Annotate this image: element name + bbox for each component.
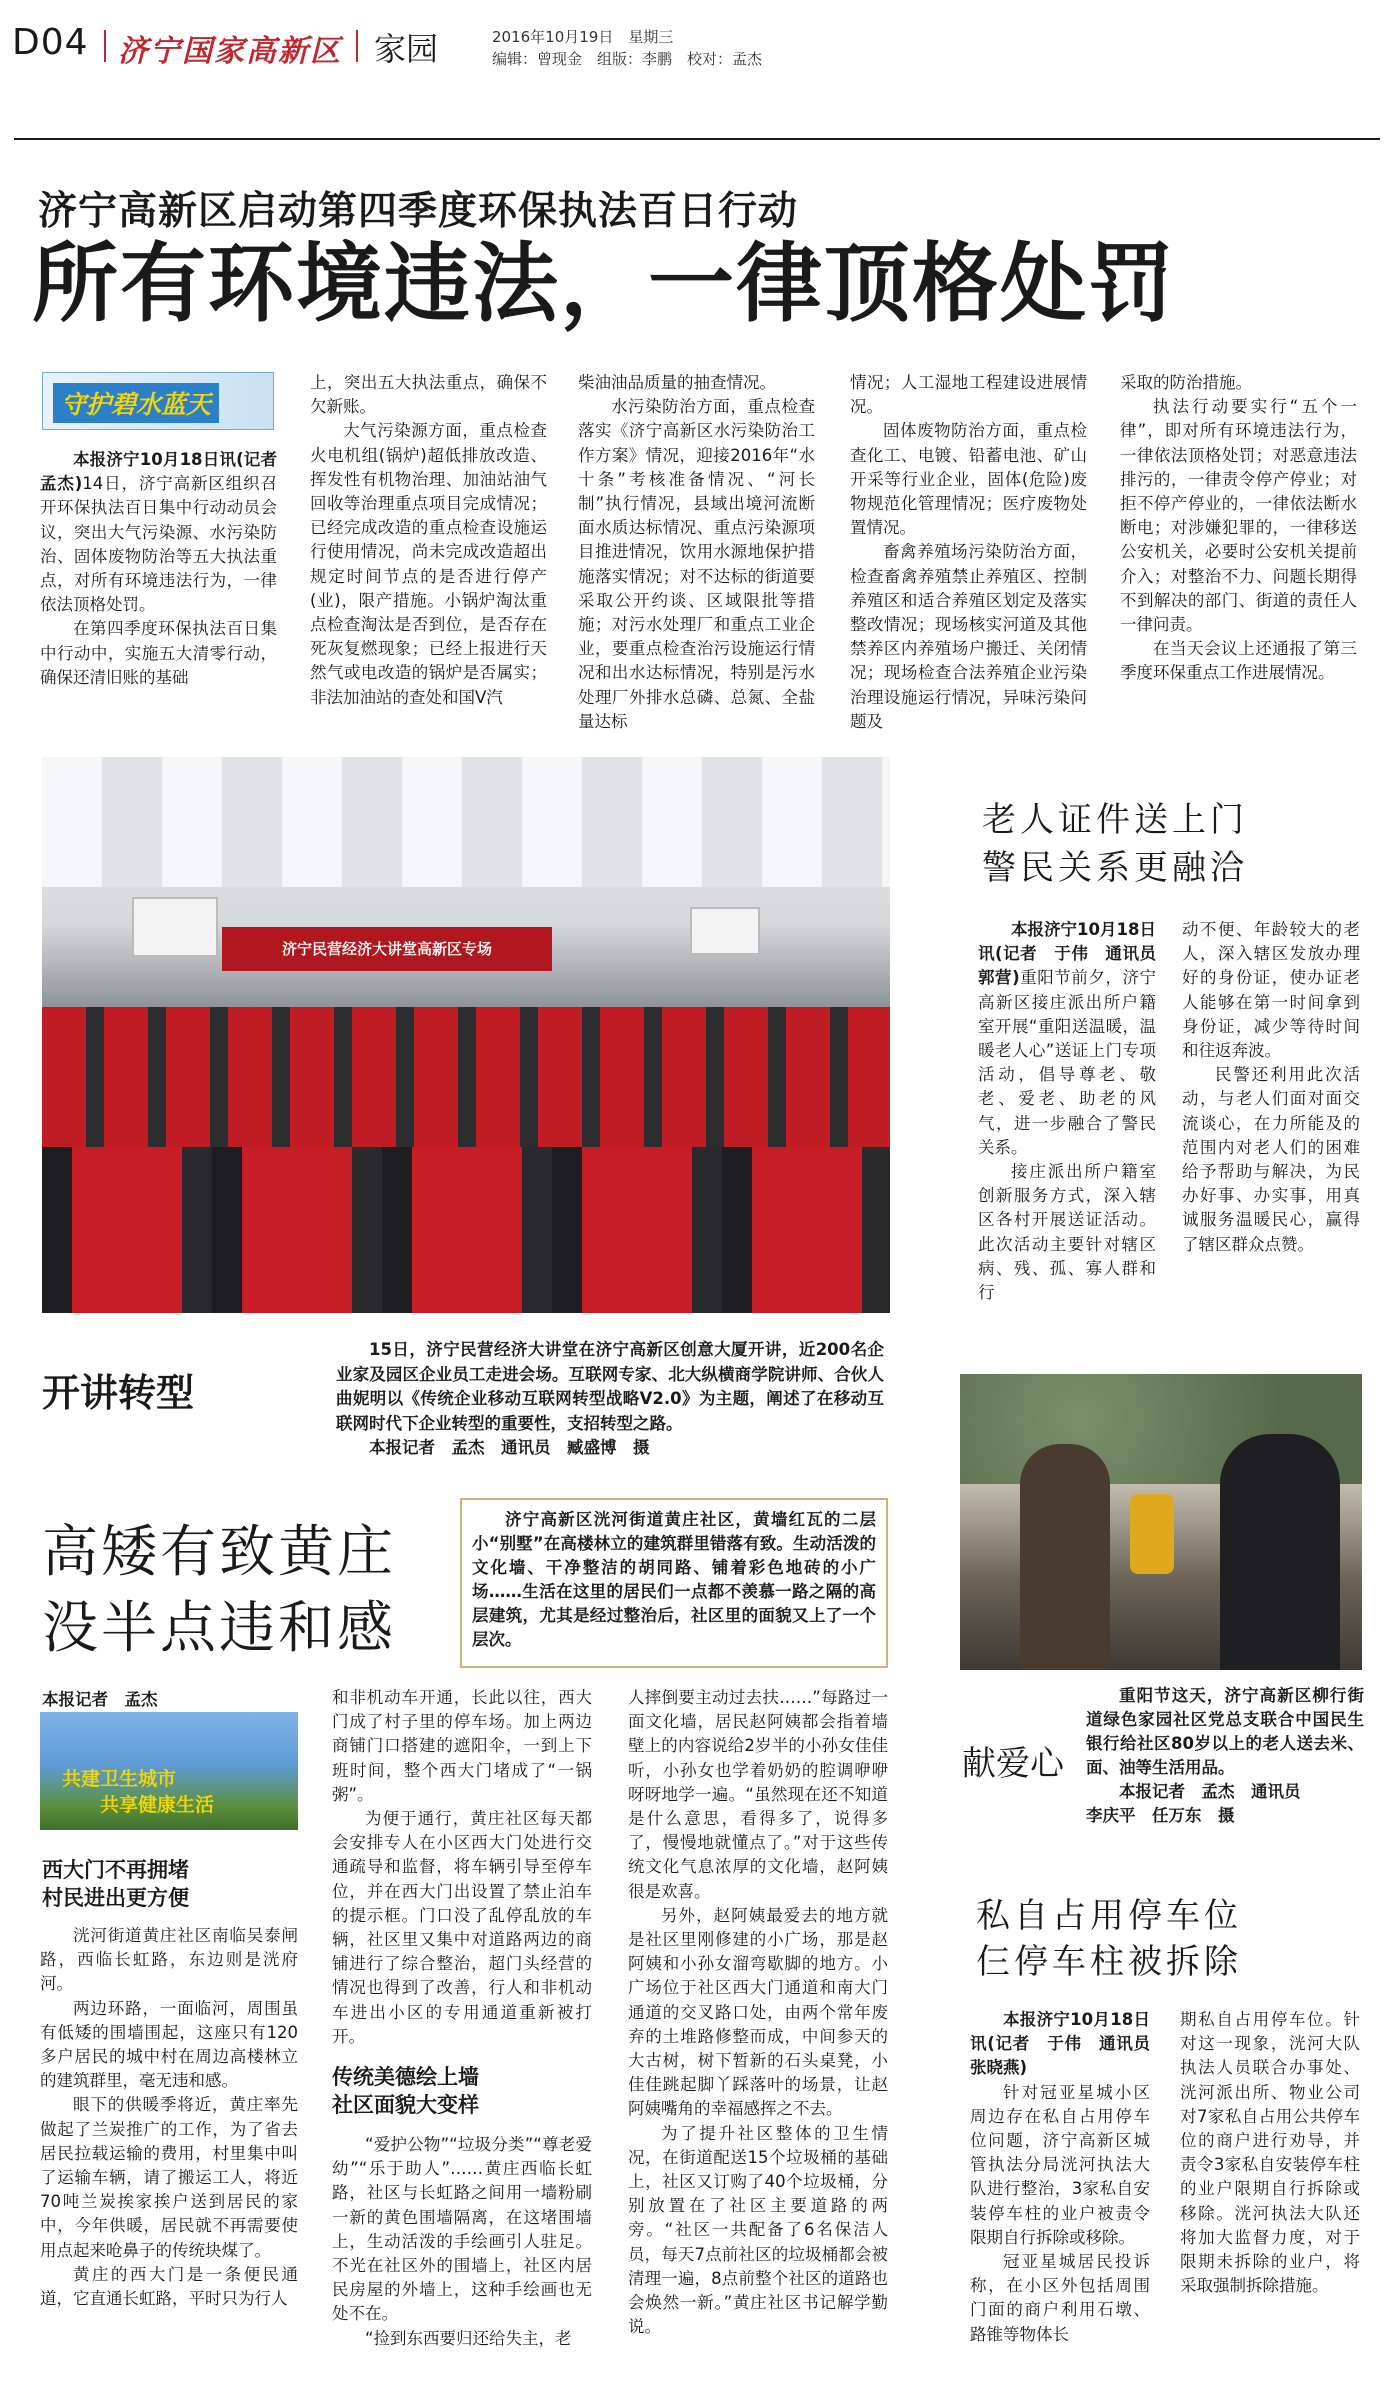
masthead-divider [356,30,358,62]
village-col3-p2: 另外，赵阿姨最爱去的地方就是社区里刚修建的小广场，那是赵阿姨和小孙女溜弯歇脚的地方。小广场位于社区西大门通道和南大门通道的交叉路口处，由两个常年废弃的土堆路修整而成，中间参天的大古树，树下暂新的石头桌凳，小佳佳跳起脚丫踩落叶的场景，让赵阿姨嘴角的幸福感挥之不去。 [628,1905,888,2119]
village-intro: 济宁高新区洸河街道黄庄社区，黄墙红瓦的二层小“别墅”在高楼林立的建筑群里错落有致。生动活泼的文化墙、干净整洁的胡同路、铺着彩色地砖的小广场……生活在这里的居民们一点都不羡慕一路之隔的高层建筑，尤其是经过整治后，社区里的面貌又上了一个层次。 [472,1510,876,1649]
main-col3-p1: 柴油油品质量的抽查情况。 [578,373,776,392]
main-col1-p1: 14日，济宁高新区组织召开环保执法百日集中行动动员会议，突出大气污染源、水污染防治、固体废物防治等五大执法重点，对所有环境违法行为，一律依法顶格处罚。 [40,474,278,615]
lecture-caption [336,1338,884,1461]
village-col1-p1: 洸河街道黄庄社区南临吴泰闸路，西临长虹路，东边则是洸府河。 [40,1926,298,1994]
date-line: 2016年10月19日 星期三 [492,28,674,46]
lecture-photo [42,757,890,1313]
village-intro-box [460,1498,888,1668]
elderly-col2-p2: 民警还利用此次活动，与老人们面对面交流谈心，在力所能及的范围内对老人们的困难给予帮助与解决，为民办好事、办实事，用真诚服务温暖民心，赢得了辖区群众点赞。 [1182,1065,1360,1254]
main-col-3 [578,371,815,741]
village-col2-p4: “捡到东西要归还给失主，老 [365,2328,572,2348]
parking-col-2 [1180,2008,1360,2378]
elderly-col-2 [1182,918,1360,1318]
main-headline: 所有环境违法，一律顶格处罚 [32,234,1176,334]
masthead-divider [104,30,106,62]
village-col1-p2: 两边环路，一面临河，周围虽有低矮的围墙围起，这座只有120多户居民的城中村在周边高楼林立的建筑群里，毫无违和感。 [40,1998,298,2091]
village-col-2 [332,1686,592,2376]
main-kicker: 济宁高新区启动第四季度环保执法百日行动 [38,189,799,234]
badge-text: 守护碧水蓝天 [53,383,219,423]
projection-screen [690,907,760,955]
village-col2-p1: 和非机动车开通，长此以往，西大门成了村子里的停车场。加上两边商铺门口搭建的遮阳伞，一到上下班时间，整个西大门堵成了“一锅粥”。 [332,1688,592,1804]
health-city-banner [40,1712,298,1830]
elder-figure [1020,1444,1110,1670]
elderly-col-1 [978,918,1173,1318]
paper-title: 济宁国家高新区 [118,34,342,69]
village-col2-p2: 为便于通行，黄庄社区每天都会安排专人在小区西大门处进行交通疏导和监督，将车辆引导至停车位，并在西大门出设置了禁止泊车的提示框。门口没了乱停乱放的车辆，社区里又集中对道路两边的商铺进行了综合整治，超门头经营的情况也得到了改善，行人和非机动车进出小区的专用通道重新被打开。 [332,1809,592,2046]
ceiling-lights [42,757,890,887]
elderly-col2-p1: 动不便、年龄较大的老人，深入辖区发放办理好的身份证，使办证老人能够在第一时间拿到身份证，减少等待时间和往返奔波。 [1182,920,1360,1061]
elderly-headline-1: 老人证件送上门 [982,800,1248,840]
staff-line: 编辑：曾现金 组版：李鹏 校对：孟杰 [492,50,763,68]
main-col3-p2: 水污染防治方面，重点检查落实《济宁高新区水污染防治工作方案》情况，迎接2016年“水十条”考核准备情况、“河长制”执行情况，县域出境河流断面水质达标情况、重点污染源项目推进情况，饮用水源地保护措施落实情况；对不达标的街道要采取公开约谈、区域限批等措施；对污水处理厂和重点工业企业，要重点检查治污设施运行情况和出水达标情况，特别是污水处理厂外排水总磷、总氮、全盐量达标 [578,397,815,731]
charity-caption [1086,1684,1364,1828]
village-byline: 本报记者 孟杰 [42,1690,158,1709]
elderly-col1-p2: 接庄派出所户籍室创新服务方式，深入辖区各村开展送证活动。此次活动主要针对辖区病、残、孤、寡人群和行 [978,1162,1156,1303]
parking-col1-p2: 冠亚星城居民投诉称，在小区外包括周围门面的商户利用石墩、路锥等物体长 [970,2252,1150,2344]
badge-banner [42,372,274,430]
village-sub2-l2: 社区面貌大变样 [332,2093,479,2118]
main-col5-p3: 在当天会议上还通报了第三季度环保重点工作进展情况。 [1120,639,1357,683]
front-seat-back [42,1147,890,1313]
masthead-rule [14,138,1380,140]
section-name: 家园 [374,30,439,68]
village-col3-p3: 为了提升社区整体的卫生情况，在街道配送15个垃圾桶的基础上，社区又订购了40个垃圾桶，分别放置在了社区主要道路的两旁。“社区一共配备了6名保洁人员，每天7点前社区的垃圾桶都会被清理一遍，8点前整个社区的道路也会焕然一新。”黄庄社区书记解学勤说。 [628,2123,888,2337]
charity-photo [960,1374,1362,1670]
parking-headline-2: 仨停车柱被拆除 [976,1942,1242,1982]
village-col3-p1: 人摔倒要主动过去扶……”每路过一面文化墙，居民赵阿姨都会指着墙壁上的内容说给2岁半的小孙女佳佳听，小孙女也学着奶奶的腔调咿咿呀呀地学一遍。“虽然现在还不知道是什么意思，看得多了，说得多了，慢慢地就懂点了。”对于这些传统文化气息浓厚的文化墙，赵阿姨很是欢喜。 [628,1688,888,1901]
charity-credit-1: 本报记者 孟杰 通讯员 [1119,1782,1301,1801]
main-col4-p3: 畜禽养殖场污染防治方面，检查畜禽养殖禁止养殖区、控制养殖区和适合养殖区划定及落实整改情况；现场核实河道及其他禁养区内养殖场户搬迁、关闭情况；现场检查合法养殖企业污染治理设施运行情况，异味污染问题及 [850,542,1087,731]
parking-col-1 [970,2008,1167,2378]
page-number: D04 [12,22,89,63]
main-col-4 [850,371,1087,741]
projection-screen [132,897,218,957]
elderly-col1-p1: 重阳节前夕，济宁高新区接庄派出所户籍室开展“重阳送温暖，温暖老人心”送证上门专项活动，倡导尊老、敬老、爱老、助老的风气，进一步融合了警民关系。 [978,968,1157,1157]
volunteer-figure [1220,1434,1340,1670]
parking-col2-p1: 期私自占用停车位。针对这一现象，洸河大队执法人员联合办事处、洸河派出所、物业公司对7家私自占用公共停车位的商户进行劝导，并责令3家私自安装停车柱的业户限期自行拆除或移除。洸河执法大队还将加大监督力度，对于限期未拆除的业户，将采取强制拆除措施。 [1180,2010,1360,2296]
lecture-banner: 济宁民营经济大讲堂高新区专场 [222,927,552,971]
village-sub1 [42,1856,298,1912]
banner-line-2: 共享健康生活 [100,1794,215,1816]
village-sub2-l1: 传统美德绘上墙 [332,2065,479,2090]
main-col4-p1: 情况；人工湿地工程建设进展情况。 [850,373,1087,417]
main-col5-p1: 采取的防治措施。 [1120,373,1252,392]
village-sub1-l2: 村民进出更方便 [42,1886,189,1910]
parking-col1-p1: 针对冠亚星城小区周边存在私自占用停车位问题，济宁高新区城管执法分局洸河执法大队进行整治，3家私自安装停车柱的业户被责令限期自行拆除或移除。 [970,2082,1150,2247]
parking-dateline: 本报济宁10月18日讯(记者 于伟 通讯员 张晓燕) [970,2010,1167,2078]
main-col5-p2: 执法行动要实行“五个一律”，即对所有环境违法行为，一律依法顶格处罚；对恶意违法排污的，一律责令停产停业；对拒不停产停业的，一律依法断水断电；对涉嫌犯罪的，一律移送公安机关，必要时公安机关提前介入；对整治不力、问题长期得不到解决的部门、街道的责任人一律问责。 [1120,397,1357,635]
village-col2-p3: “爱护公物”“垃圾分类”“尊老爱幼”“乐于助人”……黄庄西临长虹路，社区与长虹路之间用一墙粉刷一新的黄色围墙隔离，在这堵围墙上，生动活泼的手绘画引人驻足。不光在社区外的围墙上，社区内居民房屋的外墙上，这种手绘画也无处不在。 [332,2135,592,2324]
village-col-3 [628,1686,888,2376]
elderly-headline-2: 警民关系更融洽 [982,848,1248,888]
charity-caption-text: 重阳节这天，济宁高新区柳行街道绿色家园社区党总支联合中国民生银行给社区80岁以上的老人送去米、面、油等生活用品。 [1086,1686,1364,1777]
charity-title: 献爱心 [962,1744,1064,1784]
main-dateline: 本报济宁10月18日讯(记者 孟杰) [40,450,294,494]
banner-line-1: 共建卫生城市 [62,1768,177,1790]
main-col1-p2: 在第四季度环保执法百日集中行动中，实施五大清零行动，确保还清旧账的基础 [40,619,277,687]
village-col-1 [40,1924,298,2374]
main-col4-p2: 固体废物防治方面，重点检查化工、电镀、铅蓄电池、矿山开采等行业企业，固体(危险)废物规范化管理情况；医疗废物处置情况。 [850,421,1087,538]
main-col-1 [40,448,294,738]
main-col-5 [1120,371,1357,741]
village-headline-1: 高矮有致黄庄 [42,1520,396,1585]
village-col1-p3: 眼下的供暖季将近，黄庄率先做起了兰炭推广的工作，为了省去居民拉载运输的费用，村里集中叫了运输车辆，请了搬运工人，将近70吨兰炭挨家挨户送到居民的家中，今年供暖，居民就不再需要使用点起来呛鼻子的传统块煤了。 [40,2095,298,2260]
main-col2-p2: 大气污染源方面，重点检查火电机组(锅炉)超低排放改造、挥发性有机物治理、加油站油气回收等治理重点项目完成情况；已经完成改造的重点检查设施运行使用情况，尚未完成改造超出规定时间节点的是否进行停产(业)，限产措施。小锅炉淘汰重点检查淘汰是否到位，是否存在死灰复燃现象；已经上报进行天然气或电改造的锅炉是否属实；非法加油站的查处和国Ⅴ汽 [310,421,547,707]
charity-credit-2: 李庆平 任万东 摄 [1086,1806,1235,1825]
village-sub1-l1: 西大门不再拥堵 [42,1858,189,1882]
lecture-credit: 本报记者 孟杰 通讯员 臧盛博 摄 [369,1438,650,1457]
lecture-caption-text: 15日，济宁民营经济大讲堂在济宁高新区创意大厦开讲，近200名企业家及园区企业员工走进会场。互联网专家、北大纵横商学院讲师、合伙人曲妮明以《传统企业移动互联网转型战略V2.0》为主题，阐述了在移动互联网时代下企业转型的重要性，支招转型之路。 [336,1340,884,1433]
parking-headline-1: 私自占用停车位 [976,1896,1242,1936]
lecture-title: 开讲转型 [42,1371,195,1415]
elderly-dateline: 本报济宁10月18日讯(记者 于伟 通讯员 郭营) [978,920,1173,988]
village-col1-p4: 黄庄的西大门是一条便民通道，它直通长虹路，平时只为行人 [40,2264,298,2309]
main-col-2 [310,371,547,741]
oil-bottle [1130,1494,1174,1574]
village-headline-2: 没半点违和感 [42,1596,396,1661]
main-col2-p1: 上，突出五大执法重点，确保不欠新账。 [310,373,547,417]
